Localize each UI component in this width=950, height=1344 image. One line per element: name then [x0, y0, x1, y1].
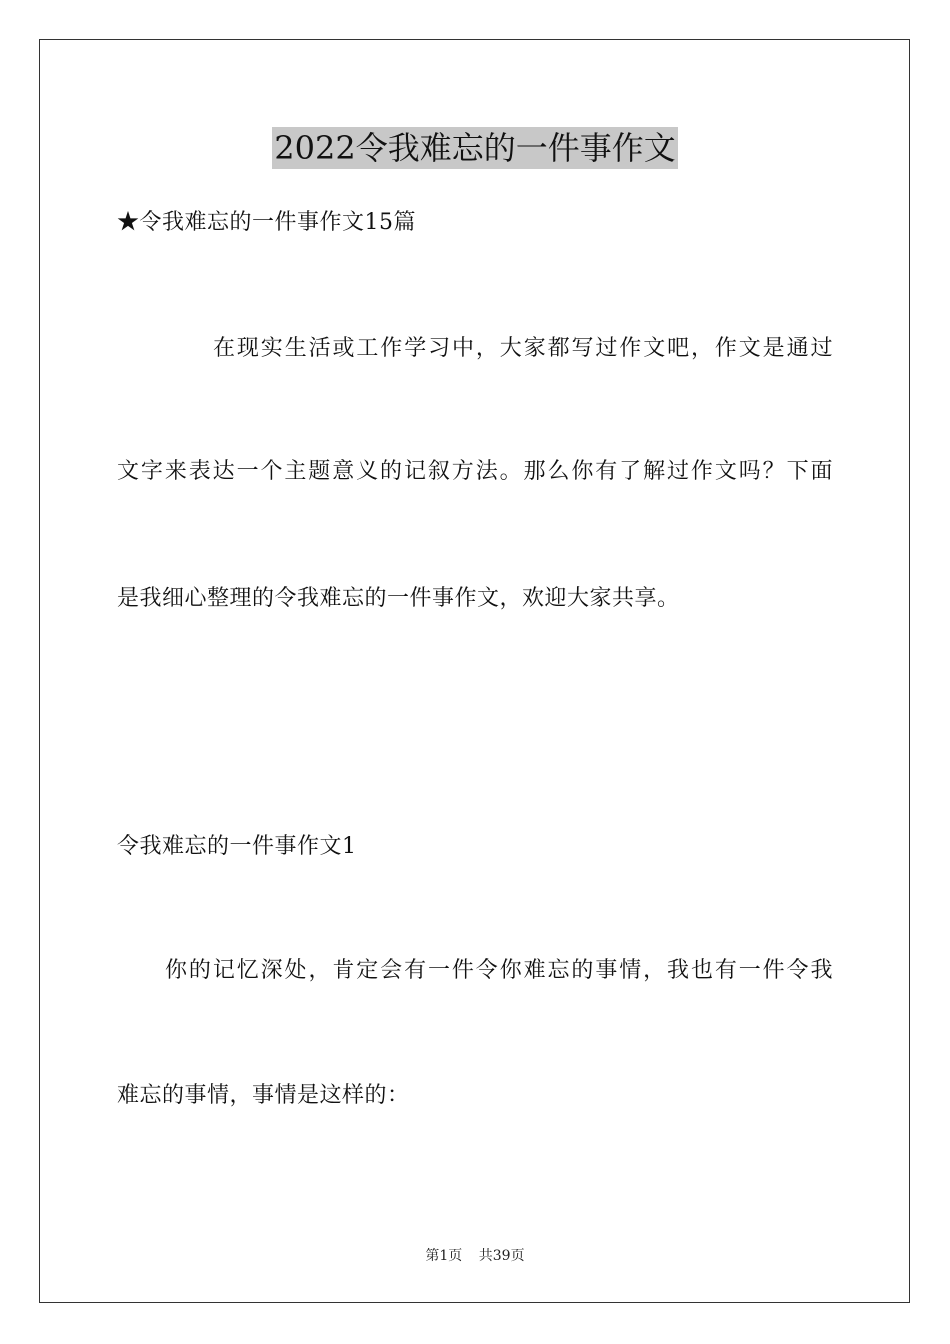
intro-line-1: 在现实生活或工作学习中，大家都写过作文吧，作文是通过 [213, 336, 833, 361]
body-line-2: 难忘的事情，事情是这样的： [117, 1083, 410, 1108]
section-heading: 令我难忘的一件事作文1 [117, 834, 357, 859]
body-line-1: 你的记忆深处，肯定会有一件令你难忘的事情，我也有一件令我 [165, 958, 833, 983]
document-subtitle: ★令我难忘的一件事作文15篇 [117, 210, 416, 235]
document-title: 2022令我难忘的一件事作文 [274, 129, 676, 167]
page-footer [0, 1246, 950, 1266]
page-number: 第1页 [425, 1248, 463, 1264]
intro-line-2: 文字来表达一个主题意义的记叙方法。那么你有了解过作文吗？下面 [117, 459, 833, 484]
page-total: 共39页 [478, 1248, 525, 1264]
document-title-container [0, 127, 950, 169]
intro-line-3: 是我细心整理的令我难忘的一件事作文，欢迎大家共享。 [117, 586, 680, 611]
